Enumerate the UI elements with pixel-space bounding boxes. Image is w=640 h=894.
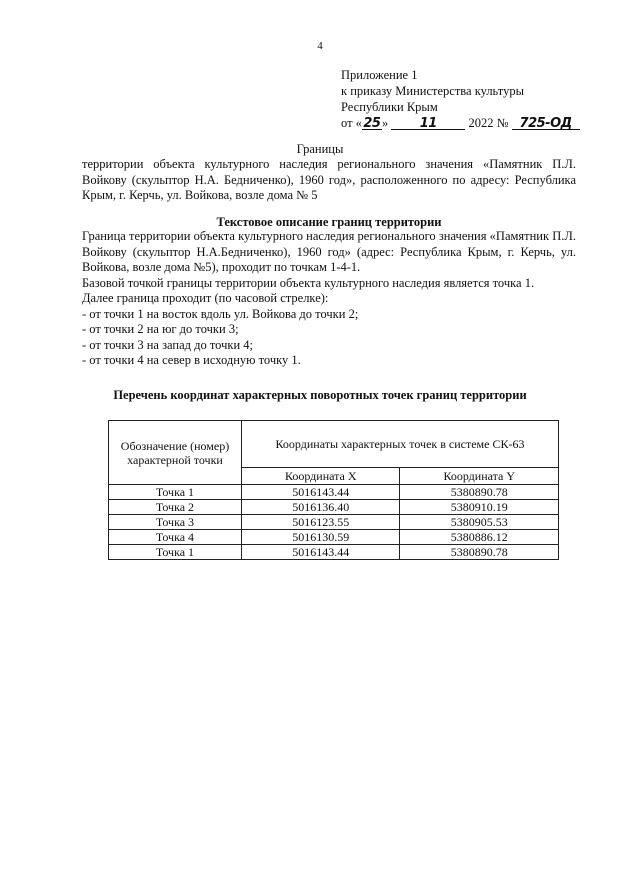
x-cell: 5016130.59 (242, 530, 400, 545)
point-cell: Точка 2 (109, 500, 242, 515)
coordinates-table-wrap (108, 420, 559, 560)
x-cell: 5016123.55 (242, 515, 400, 530)
col-y-header: Координата Y (400, 468, 559, 485)
coordinates-table (108, 420, 559, 560)
appendix-order-ref: к приказу Министерства культуры (341, 84, 524, 98)
date-month: 11 (391, 116, 465, 130)
appendix-block (341, 67, 580, 131)
col-point-header: Обозначение (номер) характерной точки (109, 421, 242, 485)
coordinates-heading: Перечень координат характерных поворотных точек границ территории (113, 388, 527, 402)
y-cell: 5380890.78 (400, 545, 559, 560)
appendix-label: Приложение 1 (341, 68, 418, 82)
x-cell: 5016143.44 (242, 545, 400, 560)
x-cell: 5016143.44 (242, 485, 400, 500)
appendix-date-line (341, 115, 580, 131)
appendix-republic: Республики Крым (341, 100, 438, 114)
route-step: - от точки 3 на запад до точки 4; (82, 337, 253, 352)
order-number: 725-ОД (512, 116, 580, 130)
y-cell: 5380910.19 (400, 500, 559, 515)
table-row (109, 485, 559, 500)
table-row (109, 500, 559, 515)
point-cell: Точка 3 (109, 515, 242, 530)
y-cell: 5380886.12 (400, 530, 559, 545)
description-paragraph: Граница территории объекта культурного наследия регионального значения «Памятник П.Л. Войкову (скульптор Н.А.Бедниченко), 1960 год» (адрес: Республика Крым, г. Керчь, ул. Войкова, возле дома №5), проходит по точкам 1-4-1. (82, 229, 576, 274)
point-cell: Точка 4 (109, 530, 242, 545)
date-year: 2022 (468, 116, 494, 130)
y-cell: 5380890.78 (400, 485, 559, 500)
table-row (109, 545, 559, 560)
continuation-text: Далее граница проходит (по часовой стрелке): (82, 291, 329, 305)
date-prefix: от « (341, 116, 362, 130)
page-number: 4 (317, 40, 323, 52)
route-step: - от точки 1 на восток вдоль ул. Войкова до точки 2; (82, 306, 359, 321)
table-header-row (109, 421, 559, 468)
route-step: - от точки 4 на север в исходную точку 1. (82, 353, 301, 367)
base-point-text: Базовой точкой границы территории объекта культурного наследия является точка 1. (82, 275, 535, 290)
date-day: 25 (363, 116, 381, 131)
col-x-header: Координата X (242, 468, 400, 485)
route-step: - от точки 2 на юг до точки 3; (82, 322, 239, 336)
table-row (109, 515, 559, 530)
number-sign: № (496, 116, 509, 130)
description-heading: Текстовое описание границ территории (216, 215, 442, 229)
description-body (82, 229, 576, 369)
col-group-header: Координаты характерных точек в системе СК-63 (242, 421, 559, 468)
date-mid: » (381, 116, 389, 130)
x-cell: 5016136.40 (242, 500, 400, 515)
table-row (109, 530, 559, 545)
y-cell: 5380905.53 (400, 515, 559, 530)
document-heading: Границы (296, 142, 344, 156)
point-cell: Точка 1 (109, 545, 242, 560)
territory-description: территории объекта культурного наследия регионального значения «Памятник П.Л. Войкову (скульптор Н.А. Бедниченко), 1960 год», расположенного по адресу: Республика Крым, г. Керчь, ул. Войкова, возле дома № 5 (82, 157, 576, 202)
point-cell: Точка 1 (109, 485, 242, 500)
